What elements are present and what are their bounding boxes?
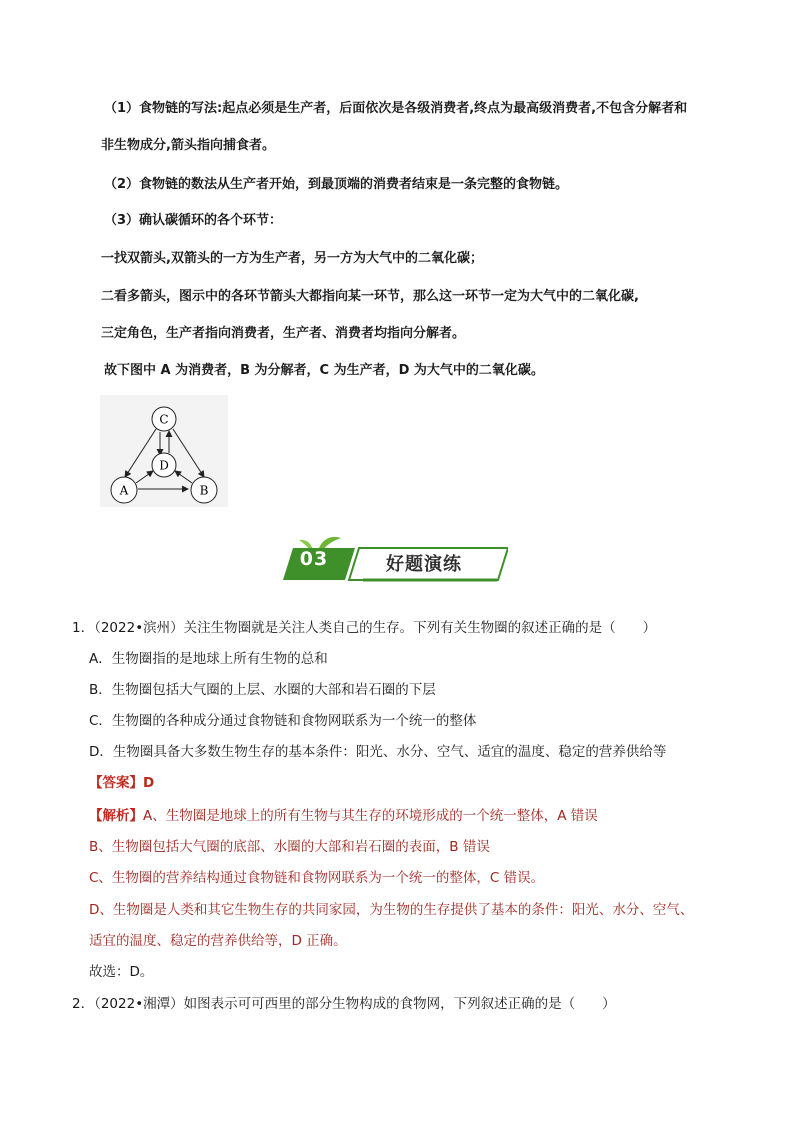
analysis-line-1 [89, 807, 598, 825]
banner-title: 好题演练 [386, 554, 462, 575]
question-1-option-d: D．生物圈具备大多数生物生存的基本条件：阳光、水分、空气、适宜的温度、稳定的营养供给等 [89, 744, 667, 760]
node-d-label: D [159, 458, 169, 473]
node-b-label: B [199, 483, 209, 498]
note-food-chain-writing-cont: 非生物成分,箭头指向捕食者。 [101, 138, 275, 153]
question-1-stem: 1．（2022•滨州）关注生物圈就是关注人类自己的生存。下列有关生物圈的叙述正确的是（ ） [72, 620, 657, 636]
note-step-one: 一找双箭头,双箭头的一方为生产者，另一方为大气中的二氧化碳； [101, 251, 483, 266]
node-a [111, 477, 137, 503]
node-a-label: A [119, 483, 129, 498]
analysis-label: 【解析】 [89, 808, 143, 824]
node-c-label: C [159, 412, 169, 427]
note-step-three: 三定角色，生产者指向消费者，生产者、消费者均指向分解者。 [101, 326, 466, 341]
note-food-chain-counting: （2）食物链的数法从生产者开始，到最顶端的消费者结束是一条完整的食物链。 [104, 177, 569, 192]
answer-label: 【答案】 [89, 775, 143, 791]
carbon-cycle-diagram [100, 395, 228, 507]
note-food-chain-writing: （1）食物链的写法:起点必须是生产者，后面依次是各级消费者,终点为最高级消费者,不包含分解者和 [104, 101, 688, 116]
analysis-line-4: D、生物圈是人类和其它生物生存的共同家园，为生物的生存提供了基本的条件：阳光、水分、空气、 [89, 902, 694, 918]
node-d [152, 453, 176, 477]
node-b [191, 477, 217, 503]
note-step-two: 二看多箭头，图示中的各环节箭头大都指向某一环节，那么这一环节一定为大气中的二氧化碳, [101, 289, 639, 304]
analysis-line-2: B、生物圈包括大气圈的底部、水圈的大部和岩石圈的表面，B 错误 [89, 839, 490, 855]
question-1-option-a: A．生物圈指的是地球上所有生物的总和 [89, 651, 328, 667]
analysis-text-1: A、生物圈是地球上的所有生物与其生存的环境形成的一个统一整体，A 错误 [143, 808, 598, 824]
question-1-option-b: B．生物圈包括大气圈的上层、水圈的大部和岩石圈的下层 [89, 682, 436, 698]
question-2-stem: 2．（2022•湘潭）如图表示可可西里的部分生物构成的食物网，下列叙述正确的是（ ） [72, 996, 616, 1012]
answer-line [89, 774, 154, 792]
analysis-line-5: 适宜的温度、稳定的营养供给等，D 正确。 [89, 933, 347, 949]
conclusion-line: 故选：D。 [89, 964, 154, 980]
answer-value: D [143, 775, 155, 791]
note-conclusion: 故下图中 A 为消费者，B 为分解者，C 为生产者，D 为大气中的二氧化碳。 [104, 363, 544, 378]
question-1-option-c: C．生物圈的各种成分通过食物链和食物网联系为一个统一的整体 [89, 713, 477, 729]
banner-number: 03 [299, 548, 329, 570]
node-c [152, 407, 176, 431]
note-carbon-cycle-heading: （3）确认碳循环的各个环节： [104, 213, 283, 228]
analysis-line-3: C、生物圈的营养结构通过食物链和食物网联系为一个统一的整体，C 错误。 [89, 870, 545, 886]
